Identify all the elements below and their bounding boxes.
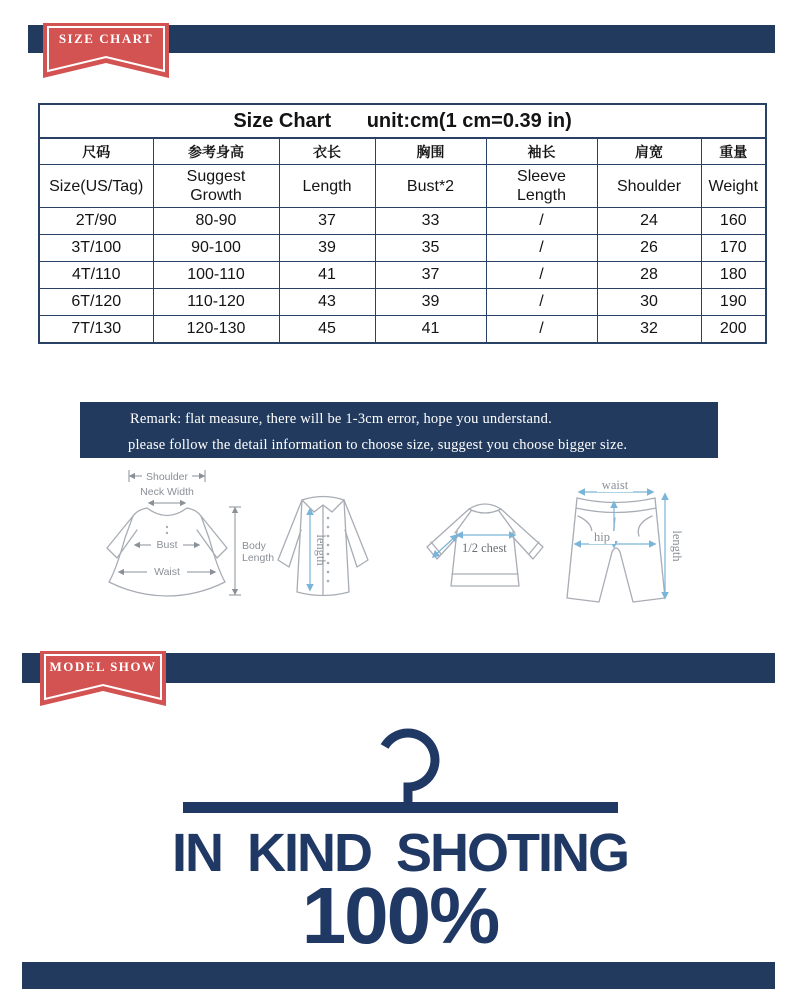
table-cell: 41 (279, 262, 375, 289)
size-chart-ribbon (43, 23, 169, 78)
table-title-row (39, 104, 766, 138)
dress-body-length-label-line1: Body (242, 540, 266, 552)
dress-body-length-label-line2: Length (242, 552, 275, 564)
table-cell: 80-90 (153, 208, 279, 235)
table-cell: Bust*2 (375, 165, 486, 208)
table-cell: 43 (279, 289, 375, 316)
shirt-diagram (270, 492, 375, 614)
table-row (39, 316, 766, 344)
table-cell: 180 (701, 262, 766, 289)
table-cell: 28 (597, 262, 701, 289)
remark-line1: Remark: flat measure, there will be 1-3cm error, hope you understand. (130, 411, 552, 427)
table-cell: 重量 (701, 138, 766, 165)
dress-bust-label: Bust (156, 539, 178, 551)
table-cell: 45 (279, 316, 375, 344)
table-cell: 120-130 (153, 316, 279, 344)
table-cell: 30 (597, 289, 701, 316)
dress-diagram (85, 466, 280, 631)
pants-hip-label: hip (594, 530, 610, 544)
remark-line2: please follow the detail information to choose size, suggest you choose bigger size. (128, 437, 628, 453)
dress-shoulder-label: Shoulder (145, 471, 189, 483)
remark-box (80, 402, 718, 458)
dress-waist-label: Waist (154, 566, 180, 578)
table-cell: 7T/130 (39, 316, 153, 344)
table-unit: unit:cm(1 cm=0.39 in) (366, 109, 572, 132)
table-cell: 尺码 (39, 138, 153, 165)
pants-waist-label: waist (601, 478, 629, 492)
hanger-icon (180, 728, 620, 816)
table-cell: 35 (375, 235, 486, 262)
table-cell: 160 (701, 208, 766, 235)
bottom-navy-bar (22, 962, 775, 989)
table-cell: 200 (701, 316, 766, 344)
table-cell: 26 (597, 235, 701, 262)
table-cell: Length (279, 165, 375, 208)
table-cell: Sleeve Length (486, 165, 597, 208)
table-cell: 参考身高 (153, 138, 279, 165)
table-cell: 90-100 (153, 235, 279, 262)
size-chart-banner-label: SIZE CHART (58, 31, 154, 46)
table-cell: 100-110 (153, 262, 279, 289)
model-show-ribbon (40, 651, 166, 706)
table-cell: 32 (597, 316, 701, 344)
table-cell: Size(US/Tag) (39, 165, 153, 208)
table-cell: 6T/120 (39, 289, 153, 316)
table-row (39, 208, 766, 235)
sweater-half-chest-label: 1/2 chest (462, 541, 507, 555)
table-cell: / (486, 208, 597, 235)
shirt-length-label: length (314, 534, 328, 566)
size-chart-table (38, 103, 767, 344)
table-cell: 170 (701, 235, 766, 262)
pants-diagram (563, 474, 684, 616)
table-cell: 33 (375, 208, 486, 235)
table-cell: 3T/100 (39, 235, 153, 262)
table-cell: 2T/90 (39, 208, 153, 235)
table-row (39, 235, 766, 262)
table-cell: 24 (597, 208, 701, 235)
in-kind-shoting-heading: IN KIND SHOTING (171, 823, 628, 883)
table-header-cn (39, 138, 766, 165)
table-cell: / (486, 316, 597, 344)
table-cell: 41 (375, 316, 486, 344)
table-cell: 190 (701, 289, 766, 316)
table-header-en (39, 165, 766, 208)
table-cell: 4T/110 (39, 262, 153, 289)
table-cell: 39 (279, 235, 375, 262)
table-cell: / (486, 262, 597, 289)
sweater-diagram (415, 495, 555, 607)
table-cell: 袖长 (486, 138, 597, 165)
table-cell: / (486, 289, 597, 316)
table-title-cell (39, 104, 766, 138)
table-cell: 胸围 (375, 138, 486, 165)
model-show-banner-label: MODEL SHOW (49, 659, 157, 674)
table-row (39, 289, 766, 316)
table-row (39, 262, 766, 289)
table-cell: 39 (375, 289, 486, 316)
dress-neck-width-label: Neck Width (140, 486, 194, 498)
table-cell: 衣长 (279, 138, 375, 165)
pants-length-label: length (670, 530, 684, 562)
table-cell: 110-120 (153, 289, 279, 316)
table-title: Size Chart (233, 109, 332, 132)
table-cell: / (486, 235, 597, 262)
table-cell: Suggest Growth (153, 165, 279, 208)
table-cell: Shoulder (597, 165, 701, 208)
table-cell: 37 (375, 262, 486, 289)
table-cell: 37 (279, 208, 375, 235)
table-cell: Weight (701, 165, 766, 208)
table-cell: 肩宽 (597, 138, 701, 165)
hundred-percent-text: 100% (301, 871, 499, 960)
